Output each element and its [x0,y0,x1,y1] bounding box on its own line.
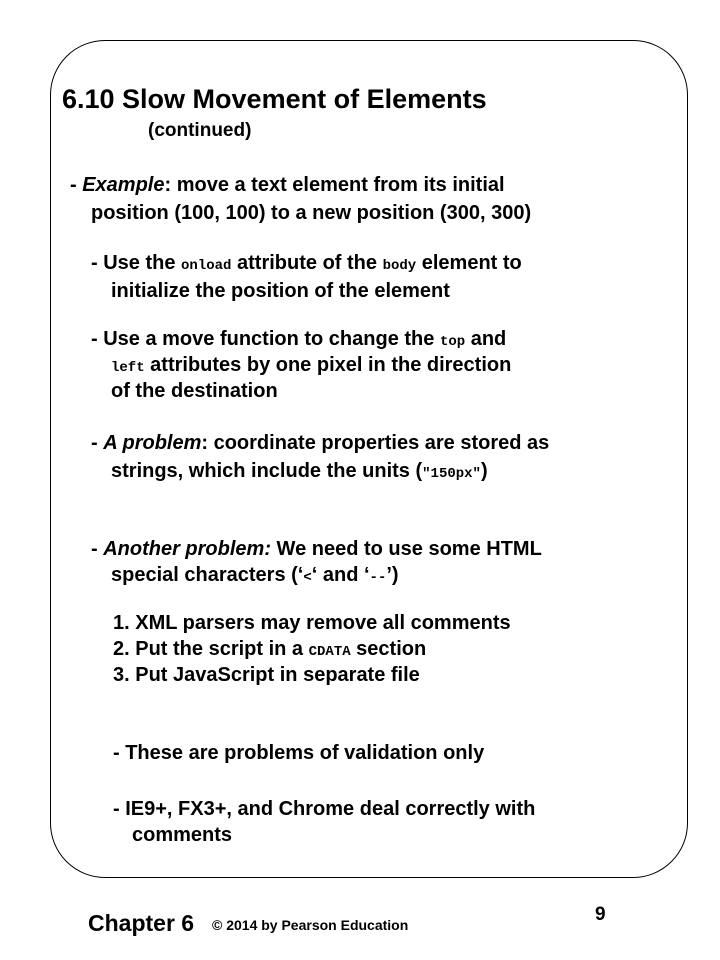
problem2-text-mid: ‘ and ‘ [311,564,370,586]
page-number: 9 [595,904,606,925]
code-less-than: < [303,570,312,586]
problem2-text-post: ’) [386,564,399,586]
move-text-post: and [465,328,507,350]
validation-line: - These are problems of validation only [113,742,485,764]
example-line-2: position (100, 100) to a new position (300, 300) [91,202,532,224]
onload-text-post: element to [416,252,522,274]
footer-chapter: Chapter 6 [88,910,195,936]
list-item-2-pre: 2. Put the script in a [113,638,309,660]
bullet-dash: - [91,538,104,560]
problem2-label: Another problem: [103,538,271,560]
list-item-1: 1. XML parsers may remove all comments [113,612,511,634]
example-line-1 [70,172,505,198]
problem1-text-post: ) [480,460,488,482]
slide-title: 6.10 Slow Movement of Elements [62,84,487,114]
list-item-2-post: section [350,638,427,660]
problem2-text-pre: special characters (‘ [111,564,304,586]
browsers-line-1: - IE9+, FX3+, and Chrome deal correctly with [113,798,536,820]
list-item-3: 3. Put JavaScript in separate file [113,664,420,686]
bullet-dash: - [91,432,104,454]
code-double-dash: -- [369,570,387,586]
problem1-line-2 [111,458,488,487]
code-body: body [382,258,417,274]
move-line-1 [91,326,506,355]
slide-subtitle: (continued) [148,120,252,141]
example-text: : move a text element from its initial [164,174,505,196]
move-text-rest: attributes by one pixel in the direction [144,354,512,376]
problem2-text: We need to use some HTML [271,538,542,560]
onload-text-mid: attribute of the [231,252,383,274]
code-top: top [439,334,466,350]
problem2-line-2 [111,562,399,591]
onload-line-2: initialize the position of the element [111,280,450,302]
move-text-pre: - Use a move function to change the [91,328,440,350]
code-cdata: CDATA [308,644,351,660]
example-label: Example [82,174,165,196]
move-line-2 [111,352,511,381]
problem2-line-1 [91,536,542,562]
bullet-dash: - [70,174,83,196]
problem1-text-pre: strings, which include the units ( [111,460,423,482]
code-left: left [111,360,145,376]
code-150px: "150px" [422,466,481,482]
browsers-line-2: comments [132,824,233,846]
code-onload: onload [181,258,232,274]
list-item-2 [113,636,426,665]
onload-line-1 [91,250,522,279]
onload-text-pre: - Use the [91,252,182,274]
problem1-text: : coordinate properties are stored as [201,432,550,454]
problem1-label: A problem [103,432,202,454]
footer-copyright: © 2014 by Pearson Education [212,917,409,933]
problem1-line-1 [91,430,549,456]
move-line-3: of the destination [111,380,278,402]
